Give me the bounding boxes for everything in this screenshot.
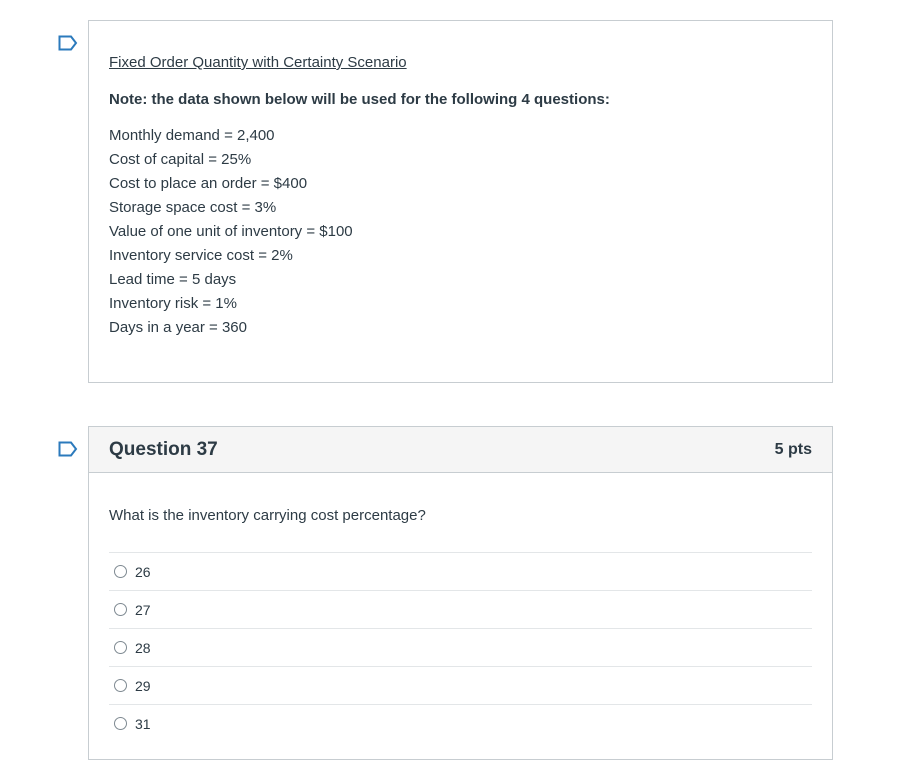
data-item: Cost to place an order = $400 <box>109 175 308 192</box>
radio-button[interactable] <box>114 679 127 692</box>
data-item: Storage space cost = 3% <box>109 199 277 216</box>
answer-label[interactable]: 26 <box>135 563 151 580</box>
radio-button[interactable] <box>114 717 127 730</box>
radio-button[interactable] <box>114 565 127 578</box>
data-item: Lead time = 5 days <box>109 271 237 288</box>
bookmark-flag-icon[interactable] <box>58 35 78 51</box>
question-title: Question 37 <box>109 438 218 460</box>
data-item: Monthly demand = 2,400 <box>109 127 275 144</box>
answer-option[interactable] <box>109 705 812 742</box>
answer-option[interactable] <box>109 629 812 667</box>
scenario-data-list <box>109 124 812 340</box>
answer-label[interactable]: 28 <box>135 639 151 656</box>
question-text: What is the inventory carrying cost percentage? <box>109 507 426 524</box>
answer-label[interactable]: 31 <box>135 715 151 732</box>
data-item: Days in a year = 360 <box>109 319 247 336</box>
scenario-note: Note: the data shown below will be used for the following 4 questions: <box>109 91 610 108</box>
data-item: Cost of capital = 25% <box>109 151 252 168</box>
answer-option[interactable] <box>109 667 812 705</box>
text-only-question-card <box>88 20 833 383</box>
scenario-title: Fixed Order Quantity with Certainty Scenario <box>109 54 407 71</box>
question-points: 5 pts <box>774 440 812 458</box>
bookmark-flag-icon[interactable] <box>58 441 78 457</box>
question-card <box>88 426 833 760</box>
data-item: Inventory service cost = 2% <box>109 247 293 264</box>
data-item: Inventory risk = 1% <box>109 295 237 312</box>
data-item: Value of one unit of inventory = $100 <box>109 223 353 240</box>
radio-button[interactable] <box>114 603 127 616</box>
answer-option[interactable] <box>109 553 812 591</box>
question-header <box>89 427 832 473</box>
radio-button[interactable] <box>114 641 127 654</box>
answer-list <box>109 552 812 742</box>
answer-label[interactable]: 29 <box>135 677 151 694</box>
answer-option[interactable] <box>109 591 812 629</box>
answer-label[interactable]: 27 <box>135 601 151 618</box>
